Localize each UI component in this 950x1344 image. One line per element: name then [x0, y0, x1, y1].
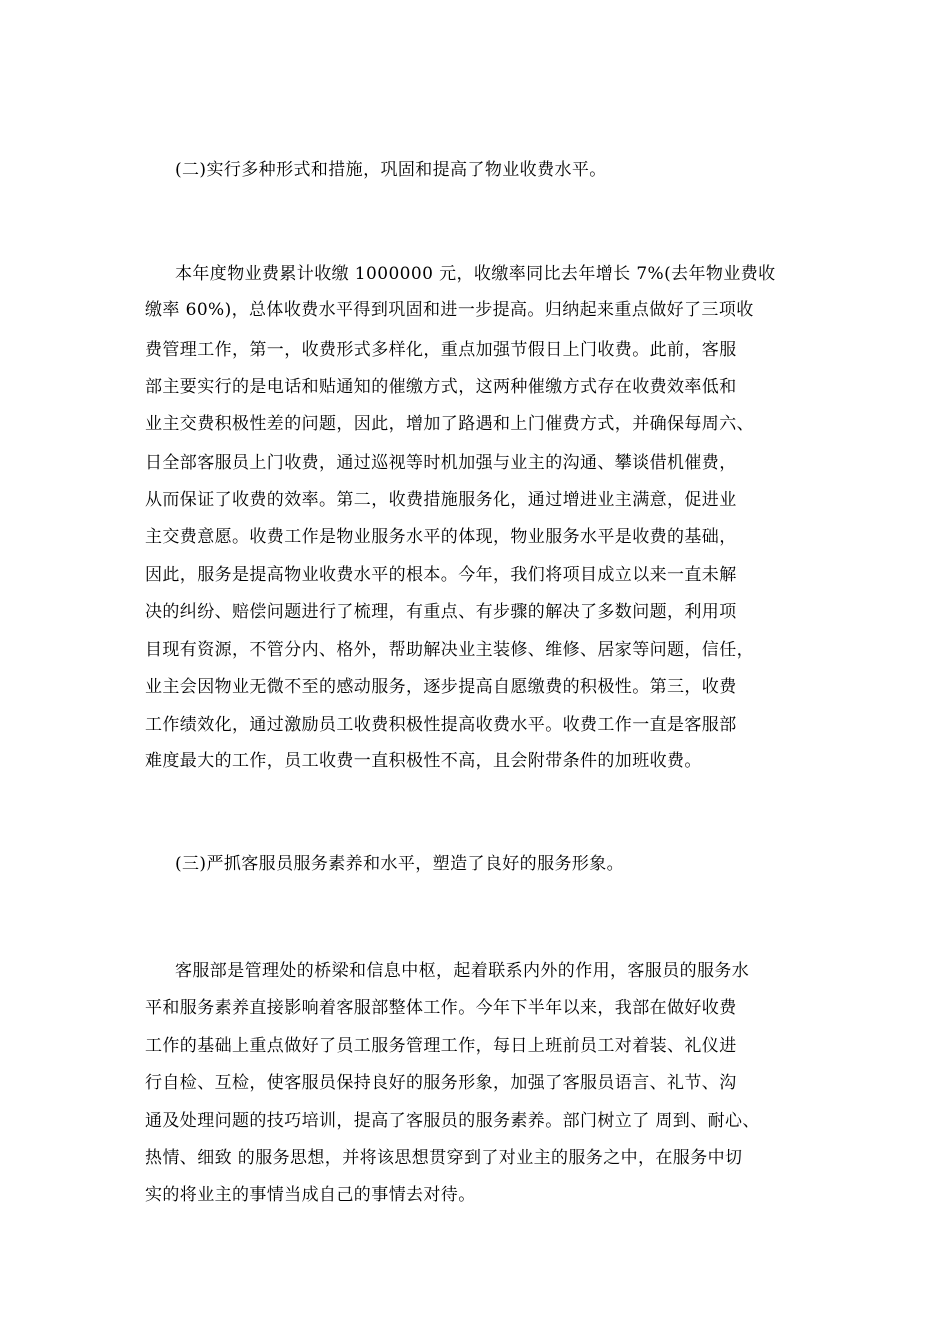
- paragraph-line: 业主交费积极性差的问题，因此，增加了路遇和上门催费方式，并确保每周六、: [145, 414, 754, 434]
- paragraph-line: 本年度物业费累计收缴 1000000 元，收缴率同比去年增长 7%(去年物业费收: [175, 264, 776, 284]
- paragraph-line: 实的将业主的事情当成自己的事情去对待。: [145, 1185, 476, 1205]
- paragraph-line: 通及处理问题的技巧培训，提高了客服员的服务素养。部门树立了 周到、耐心、: [145, 1111, 760, 1131]
- paragraph-line: 平和服务素养直接影响着客服部整体工作。今年下半年以来，我部在做好收费: [145, 998, 737, 1018]
- paragraph-line: 工作的基础上重点做好了员工服务管理工作，每日上班前员工对着装、礼仪进: [145, 1036, 737, 1056]
- paragraph-line: 目现有资源，不管分内、格外，帮助解决业主装修、维修、居家等问题，信任，: [145, 640, 754, 660]
- paragraph-line: 部主要实行的是电话和贴通知的催缴方式，这两种催缴方式存在收费效率低和: [145, 377, 737, 397]
- paragraph-line: 热情、细致 的服务思想，并将该思想贯穿到了对业主的服务之中，在服务中切: [145, 1148, 743, 1168]
- paragraph-line: 从而保证了收费的效率。第二，收费措施服务化，通过增进业主满意，促进业: [145, 490, 737, 510]
- paragraph-line: 决的纠纷、赔偿问题进行了梳理，有重点、有步骤的解决了多数问题，利用项: [145, 602, 737, 622]
- paragraph-line: 因此，服务是提高物业收费水平的根本。今年，我们将项目成立以来一直未解: [145, 565, 737, 585]
- paragraph-line: 缴率 60%)，总体收费水平得到巩固和进一步提高。归纳起来重点做好了三项收: [145, 300, 754, 320]
- paragraph-line: 难度最大的工作，员工收费一直积极性不高，且会附带条件的加班收费。: [145, 751, 702, 771]
- section-heading: (二)实行多种形式和措施，巩固和提高了物业收费水平。: [175, 160, 607, 180]
- paragraph-line: 费管理工作，第一，收费形式多样化，重点加强节假日上门收费。此前，客服: [145, 340, 737, 360]
- paragraph-line: 工作绩效化，通过激励员工收费积极性提高收费水平。收费工作一直是客服部: [145, 715, 737, 735]
- paragraph-line: 主交费意愿。收费工作是物业服务水平的体现，物业服务水平是收费的基础，: [145, 527, 737, 547]
- section-heading: (三)严抓客服员服务素养和水平，塑造了良好的服务形象。: [175, 854, 625, 874]
- paragraph-line: 客服部是管理处的桥梁和信息中枢，起着联系内外的作用，客服员的服务水: [175, 961, 750, 981]
- paragraph-line: 业主会因物业无微不至的感动服务，逐步提高自愿缴费的积极性。第三，收费: [145, 677, 737, 697]
- paragraph-line: 行自检、互检，使客服员保持良好的服务形象，加强了客服员语言、礼节、沟: [145, 1073, 737, 1093]
- paragraph-line: 日全部客服员上门收费，通过巡视等时机加强与业主的沟通、攀谈借机催费，: [145, 453, 737, 473]
